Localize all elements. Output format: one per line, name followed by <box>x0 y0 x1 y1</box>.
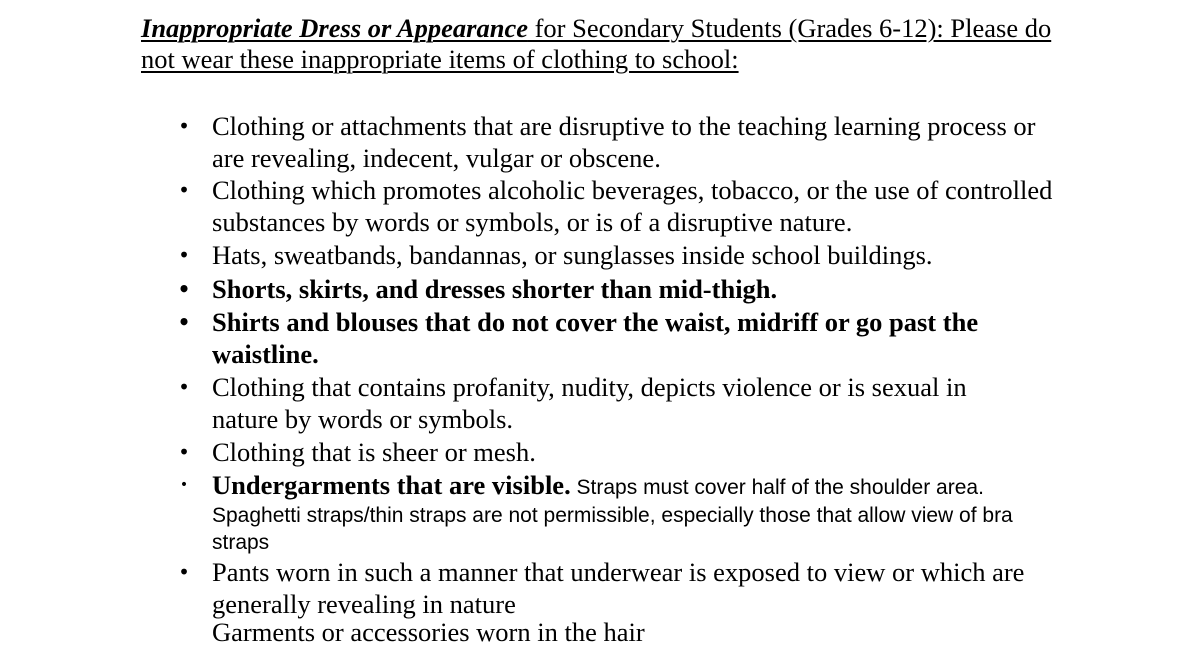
bullet-icon: • <box>179 477 189 493</box>
bullet-icon: • <box>178 243 190 267</box>
list-item-text: Hats, sweatbands, bandannas, or sunglasses inside school buildings. <box>212 240 933 270</box>
list-item-bold-text: Undergarments that are visible. <box>212 470 571 500</box>
heading-emphasis: Inappropriate Dress or Appearance <box>141 13 528 43</box>
list-item-text: Clothing that is sheer or mesh. <box>212 437 536 467</box>
dress-code-heading <box>141 13 1081 75</box>
list-item-text: Straps must cover half of the shoulder area. <box>570 476 984 499</box>
list-item <box>178 175 1072 238</box>
bullet-icon: • <box>177 277 191 301</box>
bullet-icon: • <box>178 114 190 138</box>
list-item <box>178 372 1032 435</box>
cut-off-list-item: Garments or accessories worn in the hair <box>212 617 645 647</box>
heading-underlined-text <box>141 13 1051 74</box>
list-item-first-line <box>212 470 1062 503</box>
list-item-text: Clothing or attachments that are disruptive to the teaching learning process or are revealing, indecent, vulgar or obscene. <box>212 111 1036 173</box>
bullet-icon: • <box>178 560 190 584</box>
list-item-text: Shorts, skirts, and dresses shorter than mid-thigh. <box>212 274 778 304</box>
list-item <box>177 307 1032 370</box>
list-item-text: Clothing which promotes alcoholic beverages, tobacco, or the use of controlled substances by words or symbols, or is of a disruptive nature. <box>212 175 1053 237</box>
list-item-text: Pants worn in such a manner that underwear is exposed to view or which are generally revealing in nature <box>212 557 1025 619</box>
list-item <box>178 557 1072 620</box>
bullet-icon: • <box>178 178 190 202</box>
bullet-icon: • <box>178 375 190 399</box>
list-item-text: Clothing that contains profanity, nudity, depicts violence or is sexual in nature by words or symbols. <box>212 372 967 434</box>
bullet-icon: • <box>178 440 190 464</box>
list-item <box>178 437 1072 469</box>
list-item-continuation: Spaghetti straps/thin straps are not permissible, especially those that allow view of bra straps <box>212 504 1013 554</box>
list-item <box>179 470 1062 556</box>
list-item-text: Shirts and blouses that do not cover the waist, midriff or go past the waistline. <box>212 307 979 369</box>
list-item <box>178 111 1072 174</box>
list-item <box>178 240 1072 272</box>
bullet-icon: • <box>177 310 191 334</box>
heading-rest: for Secondary Students (Grades 6-12): Please do not wear these inappropriate items of clothing to school: <box>141 13 1052 74</box>
list-item <box>177 274 1072 306</box>
